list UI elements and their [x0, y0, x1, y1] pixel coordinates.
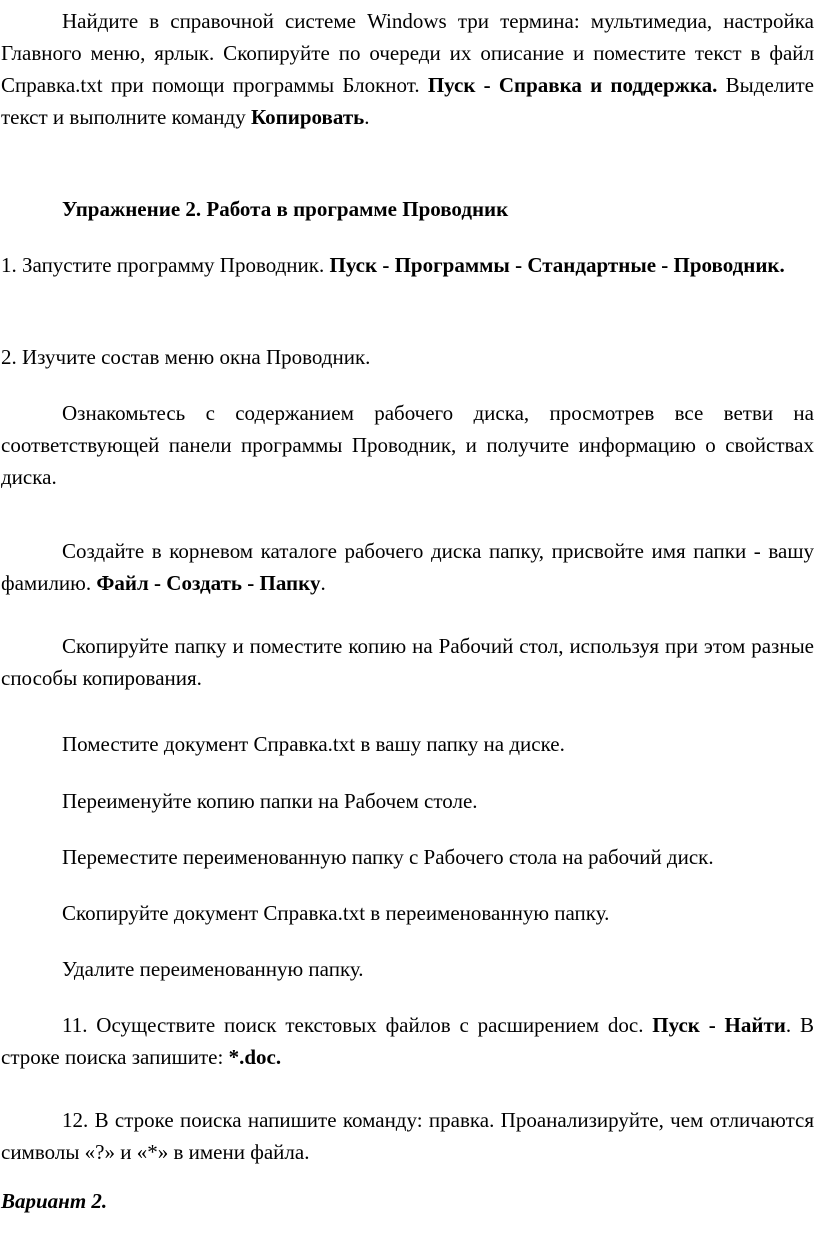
paragraph-disk-contents: [1, 397, 814, 493]
command-copy: Копировать: [250, 105, 365, 129]
text-run: Скопируйте папку и поместите копию на Рабочий стол, используя при этом разные способы копирования.: [1, 634, 814, 690]
paragraph-step-12: [1, 1104, 814, 1168]
text-run: 1. Запустите программу Проводник.: [1, 253, 330, 277]
search-mask: *.doc.: [228, 1045, 282, 1069]
text-run: Ознакомьтесь с содержанием рабочего диска, просмотрев все ветви на соответствующей панели программы Проводник, и получите информацию о свойствах диска.: [1, 401, 814, 489]
text-run: Удалите переименованную папку.: [62, 957, 364, 981]
text-run: Найдите в справочной системе Windows три термина: мультимедиа, настройка Главного меню, ярлык. Скопируйте по очереди их описание и поместите текст в файл Справка.txt при помощи программы Блокнот.: [1, 9, 814, 97]
text-run: . В строке поиска запишите:: [1, 1013, 814, 1069]
command-start-help: Пуск - Справка и поддержка.: [427, 73, 718, 97]
text-run: Переименуйте копию папки на Рабочем столе.: [62, 789, 478, 813]
variant-heading: Вариант 2.: [1, 1189, 108, 1213]
paragraph-create-folder: [1, 535, 814, 599]
text-run: Поместите документ Справка.txt в вашу папку на диске.: [62, 732, 565, 756]
paragraph-copy-folder: [1, 630, 814, 694]
text-run: Выделите текст и выполните команду: [1, 73, 814, 129]
text-run: .: [320, 571, 326, 595]
text-run: Переместите переименованную папку с Рабочего стола на рабочий диск.: [62, 845, 714, 869]
paragraph-move-folder: [1, 841, 814, 873]
command-start-explorer: Пуск - Программы - Стандартные - Проводник.: [329, 253, 785, 277]
paragraph-step-1: [1, 249, 814, 281]
paragraph-delete-folder: [1, 953, 814, 985]
command-start-find: Пуск - Найти: [652, 1013, 786, 1037]
exercise-title: Упражнение 2. Работа в программе Проводник: [62, 197, 509, 221]
text-run: 11. Осуществите поиск текстовых файлов с расширением doc.: [62, 1013, 653, 1037]
text-run: .: [364, 105, 370, 129]
command-file-create-folder: Файл - Создать - Папку: [96, 571, 321, 595]
paragraph-place-document: [1, 728, 814, 760]
text-run: Скопируйте документ Справка.txt в переименованную папку.: [62, 901, 610, 925]
text-run: Создайте в корневом каталоге рабочего диска папку, присвойте имя папки - вашу фамилию.: [1, 539, 814, 595]
paragraph-step-11: [1, 1009, 814, 1073]
paragraph-step-2: [1, 341, 814, 373]
paragraph-copy-document: [1, 897, 814, 929]
text-run: 12. В строке поиска напишите команду: правка. Проанализируйте, чем отличаются символы «?» и «*» в имени файла.: [1, 1108, 814, 1164]
exercise-heading: [1, 193, 814, 225]
text-run: 2. Изучите состав меню окна Проводник.: [1, 345, 371, 369]
paragraph-help-terms: [1, 5, 814, 133]
paragraph-rename-copy: [1, 785, 814, 817]
